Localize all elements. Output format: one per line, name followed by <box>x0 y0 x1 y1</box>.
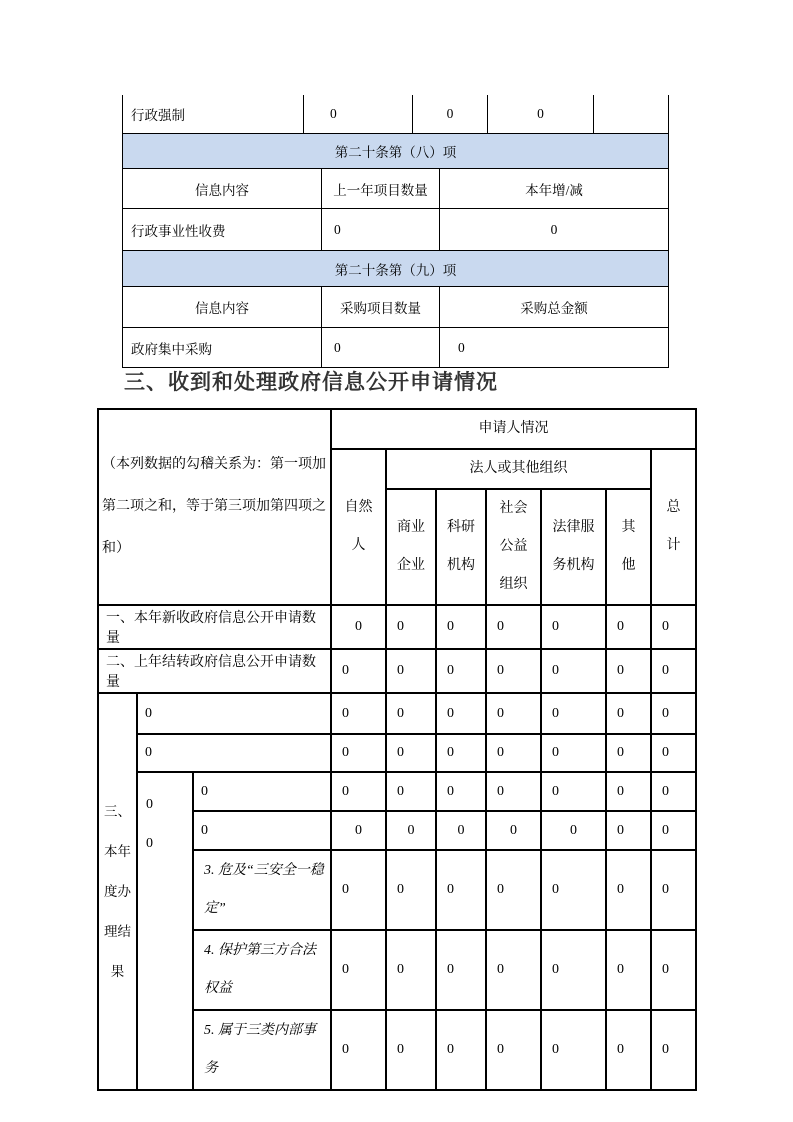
value-cell: 0 <box>304 95 413 133</box>
column-header: 信息内容 <box>123 169 322 209</box>
value-cell: 0 <box>651 605 696 649</box>
value-cell: 0 <box>651 772 696 811</box>
header-row <box>98 409 696 449</box>
value-cell: 0 <box>440 328 669 368</box>
table-row <box>98 649 696 693</box>
value-cell: 0 <box>331 850 386 930</box>
value-cell: 0 <box>541 693 606 734</box>
header-row <box>123 287 669 328</box>
section8-banner: 第二十条第（八）项 <box>123 134 669 169</box>
value-cell: 0 <box>436 649 486 693</box>
column-header: 科研机构 <box>436 489 486 605</box>
carryover-table-fragment <box>122 95 669 134</box>
row-label: 5. 属于三类内部事务 <box>193 1010 331 1090</box>
table-row <box>98 734 696 772</box>
value-cell: 0 <box>386 772 436 811</box>
value-cell: 0 <box>651 930 696 1010</box>
value-cell: 0 <box>386 693 436 734</box>
value-cell: 0 <box>606 649 651 693</box>
table-row <box>98 605 696 649</box>
value-cell: 0 <box>541 850 606 930</box>
table-row <box>98 772 696 811</box>
value-cell: 0 <box>486 605 541 649</box>
value-cell: 0 <box>331 772 386 811</box>
value-cell: 0 <box>436 734 486 772</box>
value-cell: 0 <box>606 693 651 734</box>
value-cell: 0 <box>331 693 386 734</box>
row-label: 行政强制 <box>123 95 304 133</box>
value-cell: 0 <box>488 95 594 133</box>
value-cell: 0 <box>436 1010 486 1090</box>
sub-group-line: 0 <box>146 836 153 851</box>
value-cell: 0 <box>606 850 651 930</box>
header-row <box>123 169 669 209</box>
column-header: 其他 <box>606 489 651 605</box>
row-label: 3. 危及“三安全一稳定” <box>193 850 331 930</box>
column-header: 采购项目数量 <box>322 287 440 328</box>
value-cell: 0 <box>651 850 696 930</box>
row-label: 0 <box>137 734 331 772</box>
column-header: 总计 <box>651 449 696 605</box>
value-cell: 0 <box>386 649 436 693</box>
value-cell: 0 <box>486 772 541 811</box>
value-cell: 0 <box>486 649 541 693</box>
value-cell: 0 <box>436 930 486 1010</box>
value-cell: 0 <box>486 693 541 734</box>
applicant-header: 申请人情况 <box>331 409 696 449</box>
row-label: 4. 保护第三方合法权益 <box>193 930 331 1010</box>
value-cell: 0 <box>651 1010 696 1090</box>
value-cell: 0 <box>541 605 606 649</box>
value-cell: 0 <box>331 649 386 693</box>
value-cell: 0 <box>386 605 436 649</box>
value-cell: 0 <box>541 811 606 850</box>
value-cell: 0 <box>486 811 541 850</box>
value-cell: 0 <box>322 328 440 368</box>
value-cell: 0 <box>331 811 386 850</box>
column-header: 自然人 <box>331 449 386 605</box>
row-label: 行政事业性收费 <box>123 209 322 251</box>
column-header: 上一年项目数量 <box>322 169 440 209</box>
request-table <box>97 408 697 1091</box>
row-label: 0 <box>137 693 331 734</box>
value-cell: 0 <box>436 772 486 811</box>
value-cell: 0 <box>541 734 606 772</box>
table-row <box>98 693 696 734</box>
row-label: 0 <box>193 772 331 811</box>
value-cell: 0 <box>606 811 651 850</box>
value-cell: 0 <box>322 209 440 251</box>
row-label: 政府集中采购 <box>123 328 322 368</box>
value-cell: 0 <box>436 850 486 930</box>
value-cell: 0 <box>486 930 541 1010</box>
section9-banner: 第二十条第（九）项 <box>123 251 669 287</box>
value-cell <box>594 95 669 133</box>
note-cell: （本列数据的勾稽关系为：第一项加第二项之和，等于第三项加第四项之和） <box>98 409 331 605</box>
value-cell: 0 <box>386 1010 436 1090</box>
results-side-label: 三、本年度办理结果 <box>98 693 137 1090</box>
column-header: 本年增/减 <box>440 169 669 209</box>
row-label: 二、上年结转政府信息公开申请数量 <box>98 649 331 693</box>
row-label: 一、本年新收政府信息公开申请数量 <box>98 605 331 649</box>
value-cell: 0 <box>486 1010 541 1090</box>
value-cell: 0 <box>436 693 486 734</box>
value-cell: 0 <box>386 850 436 930</box>
section3-heading: 三、收到和处理政府信息公开申请情况 <box>124 371 498 394</box>
value-cell: 0 <box>331 734 386 772</box>
value-cell: 0 <box>606 1010 651 1090</box>
column-header: 社会公益组织 <box>486 489 541 605</box>
value-cell: 0 <box>331 1010 386 1090</box>
value-cell: 0 <box>386 734 436 772</box>
group-header: 法人或其他组织 <box>386 449 651 489</box>
value-cell: 0 <box>440 209 669 251</box>
value-cell: 0 <box>436 605 486 649</box>
table-row <box>123 95 669 133</box>
value-cell: 0 <box>541 930 606 1010</box>
value-cell: 0 <box>606 930 651 1010</box>
value-cell: 0 <box>413 95 488 133</box>
value-cell: 0 <box>541 772 606 811</box>
banner-row <box>123 251 669 287</box>
column-header: 法律服务机构 <box>541 489 606 605</box>
banner-row <box>123 134 669 169</box>
value-cell: 0 <box>436 811 486 850</box>
value-cell: 0 <box>541 649 606 693</box>
column-header: 采购总金额 <box>440 287 669 328</box>
value-cell: 0 <box>606 605 651 649</box>
value-cell: 0 <box>331 930 386 1010</box>
row-label: 0 <box>193 811 331 850</box>
sub-group-cell <box>137 772 193 1090</box>
value-cell: 0 <box>331 605 386 649</box>
value-cell: 0 <box>386 930 436 1010</box>
value-cell: 0 <box>386 811 436 850</box>
sub-group-line: 0 <box>146 797 153 812</box>
value-cell: 0 <box>486 850 541 930</box>
value-cell: 0 <box>541 1010 606 1090</box>
value-cell: 0 <box>606 772 651 811</box>
article20-items-table <box>122 133 669 368</box>
value-cell: 0 <box>651 649 696 693</box>
column-header: 商业企业 <box>386 489 436 605</box>
value-cell: 0 <box>486 734 541 772</box>
value-cell: 0 <box>651 693 696 734</box>
value-cell: 0 <box>651 734 696 772</box>
value-cell: 0 <box>651 811 696 850</box>
column-header: 信息内容 <box>123 287 322 328</box>
table-row <box>123 209 669 251</box>
table-row <box>123 328 669 368</box>
value-cell: 0 <box>606 734 651 772</box>
